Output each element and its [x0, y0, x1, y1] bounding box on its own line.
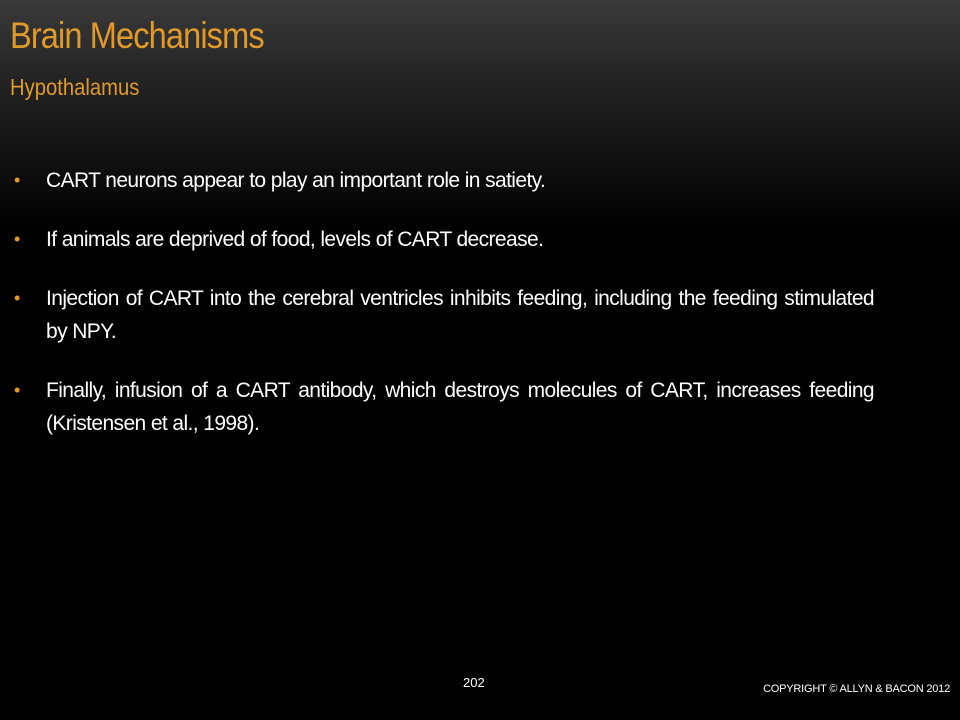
bullet-dot-icon: • — [14, 380, 20, 400]
bullet-item — [14, 164, 874, 197]
slide-subtitle: Hypothalamus — [10, 74, 140, 100]
bullet-dot-icon: • — [14, 170, 20, 190]
bullet-list — [14, 164, 874, 466]
bullet-item — [14, 223, 874, 256]
bullet-dot-icon: • — [14, 288, 20, 308]
bullet-text: Finally, infusion of a CART antibody, which destroys molecules of CART, increases feeding (Kristensen et al., 1998). — [46, 379, 874, 435]
bullet-text: Injection of CART into the cerebral ventricles inhibits feeding, including the feeding stimulated by NPY. — [46, 287, 874, 343]
bullet-item — [14, 282, 874, 348]
bullet-dot-icon: • — [14, 229, 20, 249]
bullet-item — [14, 374, 874, 440]
bullet-text: If animals are deprived of food, levels of CART decrease. — [46, 228, 544, 251]
copyright-notice: COPYRIGHT © ALLYN & BACON 2012 — [763, 683, 950, 695]
bullet-text: CART neurons appear to play an important role in satiety. — [46, 169, 546, 192]
slide-number: 202 — [463, 675, 485, 690]
slide-title: Brain Mechanisms — [10, 15, 264, 56]
